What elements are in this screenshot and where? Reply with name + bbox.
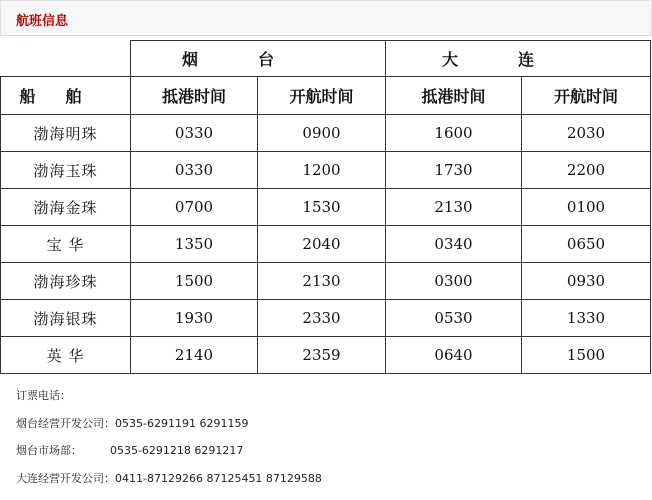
yantai-arrival-time: 1350: [131, 226, 258, 263]
dalian-departure-time: 0650: [522, 226, 651, 263]
dalian-departure-time: 2200: [522, 152, 651, 189]
dalian-departure-time: 1500: [522, 337, 651, 374]
dalian-arrival-time: 0530: [386, 300, 522, 337]
table-row: [1, 300, 651, 337]
port-header-dalian: 大连: [386, 41, 651, 77]
yantai-arrival-time: 1500: [131, 263, 258, 300]
yantai-departure-time: 0900: [258, 115, 386, 152]
dalian-arrival-time: 1730: [386, 152, 522, 189]
booking-phone-heading: 订票电话：: [16, 389, 71, 402]
yantai-arrival-time: 0330: [131, 152, 258, 189]
ship-name: 渤海珍珠: [1, 263, 131, 300]
yantai-arrival-time: 2140: [131, 337, 258, 374]
yantai-arrival-time: 0330: [131, 115, 258, 152]
ship-name: 渤海金珠: [1, 189, 131, 226]
ship-name: 渤海明珠: [1, 115, 131, 152]
yantai-departure-time: 2359: [258, 337, 386, 374]
port-header-yantai: 烟台: [131, 41, 386, 77]
ship-name: 宝 华: [1, 226, 131, 263]
table-corner-cell: [1, 41, 131, 77]
ship-name: 英 华: [1, 337, 131, 374]
ship-column-header: 船舶: [1, 77, 131, 115]
ship-name: 渤海玉珠: [1, 152, 131, 189]
yantai-departure-time: 2330: [258, 300, 386, 337]
table-row: [1, 337, 651, 374]
dalian-arrival-time: 0340: [386, 226, 522, 263]
dalian-departure-time: 2030: [522, 115, 651, 152]
table-row: [1, 152, 651, 189]
dalian-arrival-time: 0640: [386, 337, 522, 374]
table-row: [1, 263, 651, 300]
ship-name: 渤海银珠: [1, 300, 131, 337]
contact-line-yantai-market: 烟台市场部： 0535-6291218 6291217: [16, 444, 244, 457]
yantai-departure-header: 开航时间: [258, 77, 386, 115]
panel-header: [0, 0, 652, 36]
yantai-departure-time: 1530: [258, 189, 386, 226]
ferry-schedule-table: [0, 40, 651, 374]
dalian-arrival-time: 1600: [386, 115, 522, 152]
dalian-arrival-time: 0300: [386, 263, 522, 300]
contact-line-yantai-company: 烟台经营开发公司：0535-6291191 6291159: [16, 417, 249, 430]
contact-line-dalian-company: 大连经营开发公司：0411-87129266 87125451 87129588: [16, 472, 322, 485]
dalian-departure-time: 1330: [522, 300, 651, 337]
panel-title: 航班信息: [16, 14, 69, 29]
dalian-arrival-time: 2130: [386, 189, 522, 226]
table-row: [1, 115, 651, 152]
dalian-departure-time: 0100: [522, 189, 651, 226]
table-row: [1, 189, 651, 226]
dalian-departure-header: 开航时间: [522, 77, 651, 115]
yantai-arrival-time: 0700: [131, 189, 258, 226]
table-row: [1, 226, 651, 263]
dalian-departure-time: 0930: [522, 263, 651, 300]
yantai-arrival-time: 1930: [131, 300, 258, 337]
dalian-arrival-header: 抵港时间: [386, 77, 522, 115]
yantai-departure-time: 2040: [258, 226, 386, 263]
yantai-arrival-header: 抵港时间: [131, 77, 258, 115]
yantai-departure-time: 2130: [258, 263, 386, 300]
yantai-departure-time: 1200: [258, 152, 386, 189]
